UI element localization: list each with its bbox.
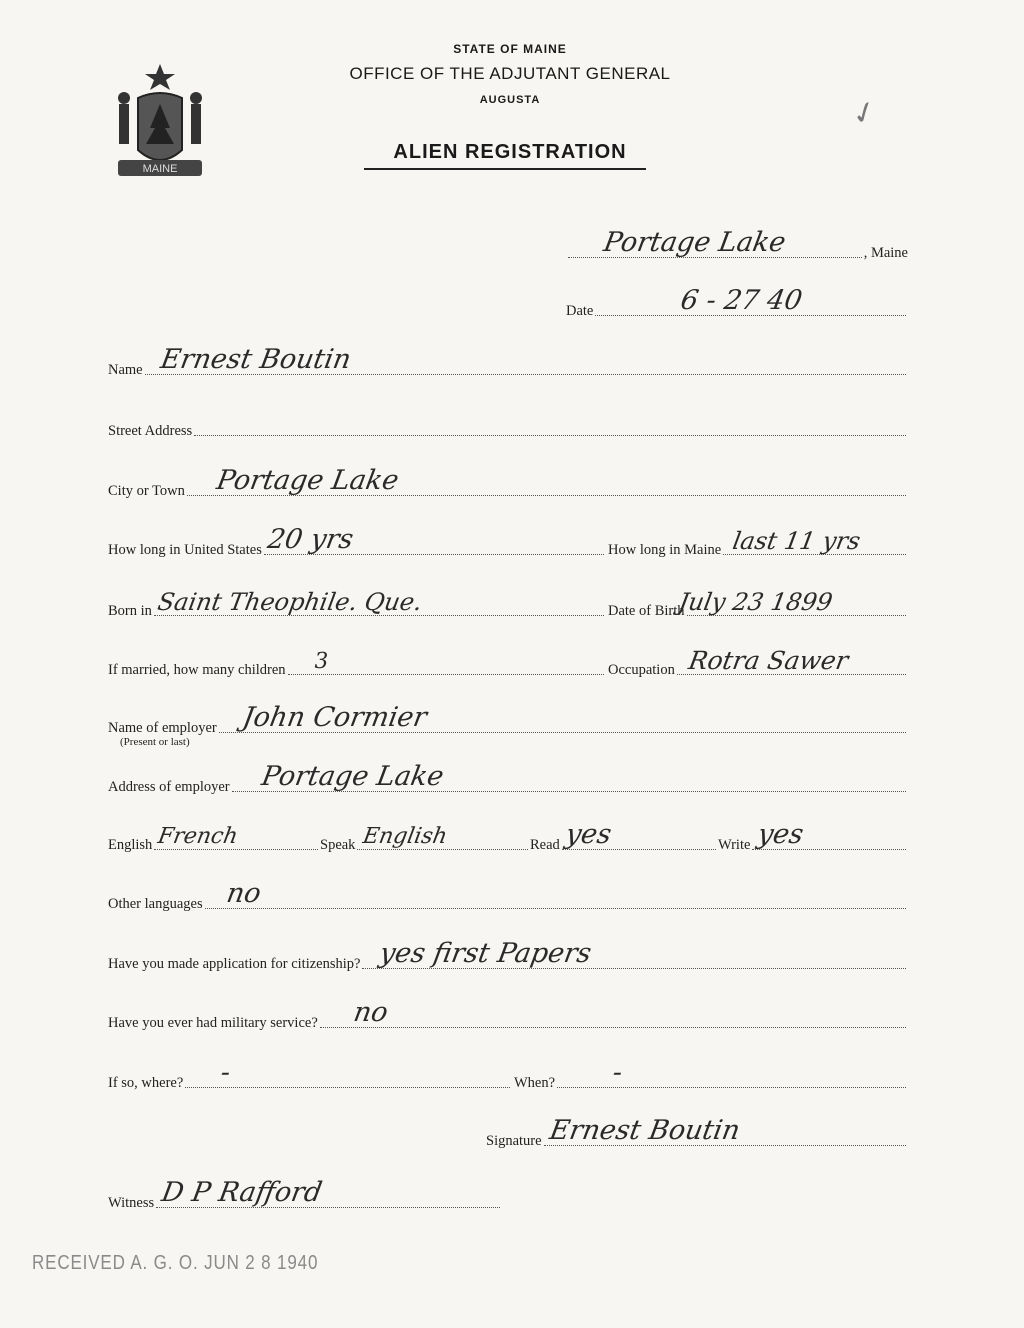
date-field[interactable] (566, 285, 908, 320)
read-value: yes (563, 819, 614, 850)
employer-address-value: Portage Lake (258, 761, 446, 792)
place-suffix-label: , Maine (863, 245, 908, 261)
svg-text:MAINE: MAINE (142, 163, 178, 175)
date-label: Date (566, 303, 594, 319)
name-label: Name (108, 362, 143, 378)
employer-field[interactable] (108, 702, 908, 737)
write-label: Write (718, 837, 751, 853)
occupation-value: Rotra Sawer (686, 646, 851, 675)
military-field[interactable] (108, 997, 908, 1032)
witness-field[interactable] (108, 1177, 502, 1212)
children-value: 3 (311, 649, 330, 674)
city-town-value: Portage Lake (214, 465, 402, 496)
occupation-field[interactable] (608, 646, 908, 679)
employer-label: Name of employer (108, 720, 217, 736)
occupation-label: Occupation (608, 662, 675, 678)
form-title: ALIEN REGISTRATION (393, 141, 627, 163)
employer-address-label: Address of employer (108, 779, 230, 795)
received-stamp: RECEIVED A. G. O. JUN 2 8 1940 (32, 1252, 319, 1274)
state-heading: STATE OF MAINE (453, 42, 567, 56)
born-in-label: Born in (108, 603, 152, 619)
street-address-label: Street Address (108, 423, 193, 439)
how-long-us-label: How long in United States (108, 542, 262, 558)
english-field[interactable] (108, 824, 320, 854)
speak-value: English (361, 824, 450, 849)
military-value: no (351, 997, 391, 1028)
how-long-maine-value: last 11 yrs (730, 527, 863, 555)
speak-field[interactable] (320, 824, 530, 854)
date-of-birth-value: July 23 1899 (676, 588, 835, 616)
write-value: yes (755, 819, 807, 850)
children-field[interactable] (108, 649, 606, 679)
where-field[interactable] (108, 1057, 512, 1092)
employer-value: John Cormier (239, 702, 429, 733)
name-field[interactable] (108, 344, 908, 379)
street-address-field[interactable] (108, 416, 908, 440)
how-long-us-value: 20 yrs (265, 524, 356, 555)
english-label: English (108, 837, 153, 853)
place-value: Portage Lake (601, 227, 789, 258)
title-underline (364, 168, 646, 170)
how-long-maine-field[interactable] (608, 527, 908, 559)
citizenship-label: Have you made application for citizenship? (108, 956, 361, 972)
born-in-field[interactable] (108, 588, 606, 620)
signature-field[interactable] (486, 1115, 908, 1150)
read-label: Read (530, 837, 560, 853)
name-value: Ernest Boutin (157, 344, 353, 375)
when-value: - (610, 1057, 625, 1088)
where-label: If so, where? (108, 1075, 184, 1091)
witness-label: Witness (108, 1195, 155, 1211)
english-value: French (156, 824, 241, 849)
signature-value: Ernest Boutin (546, 1115, 742, 1146)
read-field[interactable] (530, 819, 718, 854)
how-long-us-field[interactable] (108, 524, 606, 559)
when-label: When? (514, 1075, 556, 1091)
born-in-value: Saint Theophile. Que. (155, 588, 425, 616)
state-seal-icon (108, 58, 212, 186)
military-label: Have you ever had military service? (108, 1015, 318, 1031)
how-long-maine-label: How long in Maine (608, 542, 722, 558)
other-languages-field[interactable] (108, 878, 908, 913)
city-heading: AUGUSTA (479, 94, 541, 106)
speak-label: Speak (320, 837, 356, 853)
when-field[interactable] (514, 1057, 908, 1092)
date-of-birth-label: Date of Birth (608, 603, 685, 619)
children-label: If married, how many children (108, 662, 286, 678)
other-languages-label: Other languages (108, 896, 203, 912)
city-town-label: City or Town (108, 483, 185, 499)
date-value: 6 - 27 40 (678, 285, 805, 316)
employer-address-field[interactable] (108, 761, 908, 796)
city-town-field[interactable] (108, 465, 908, 500)
place-field[interactable] (566, 227, 908, 262)
date-of-birth-field[interactable] (608, 588, 908, 620)
write-field[interactable] (718, 819, 908, 854)
witness-value: D P Rafford (159, 1177, 325, 1208)
citizenship-value: yes first Papers (377, 938, 595, 969)
other-languages-value: no (223, 878, 264, 909)
office-heading: OFFICE OF THE ADJUTANT GENERAL (349, 64, 671, 83)
check-mark: ✓ (846, 92, 883, 135)
citizenship-field[interactable] (108, 938, 908, 973)
employer-sublabel: (Present or last) (120, 736, 190, 748)
where-value: - (218, 1057, 234, 1088)
signature-label: Signature (486, 1133, 542, 1149)
